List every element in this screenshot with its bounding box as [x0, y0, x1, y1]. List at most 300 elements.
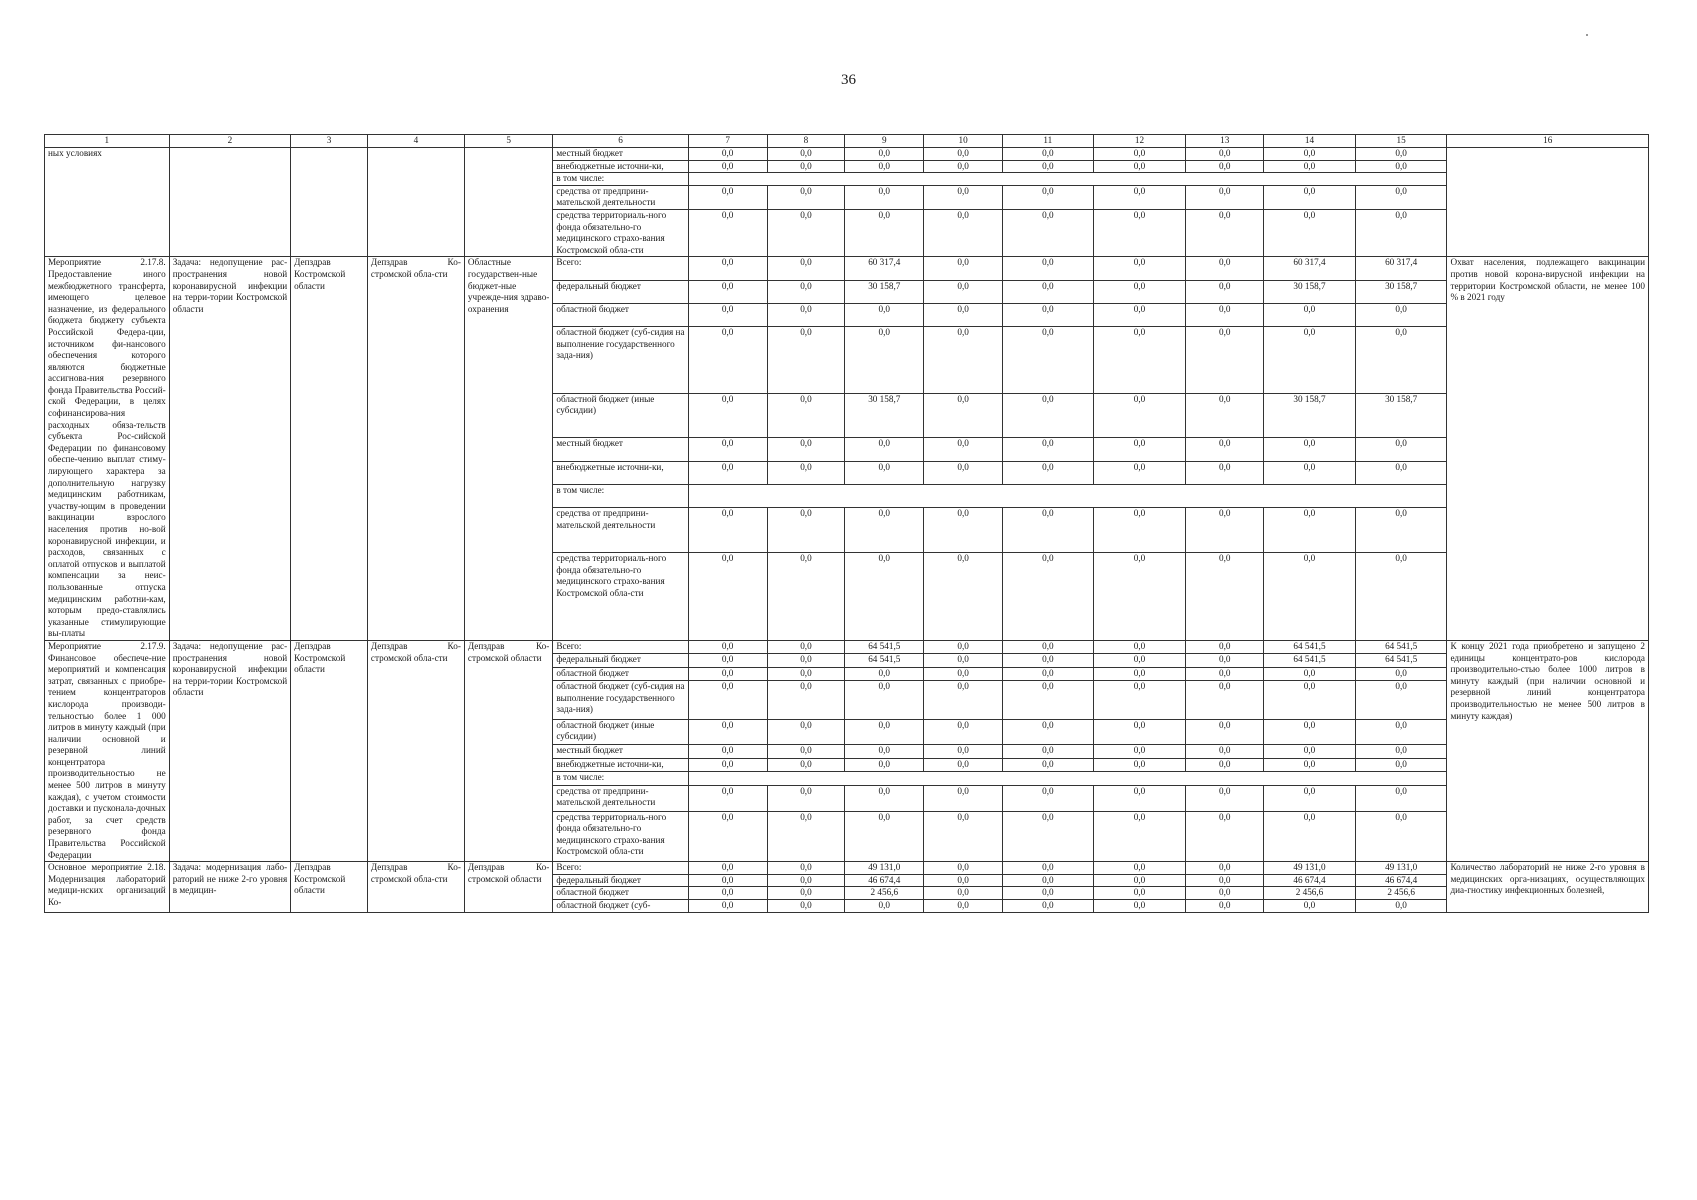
value-cell-col-12: 0,0	[1093, 745, 1186, 758]
value-cell-col-7: 0,0	[688, 257, 767, 280]
value-cell-col-7: 0,0	[688, 811, 767, 862]
value-cell-col-8: 0,0	[767, 508, 845, 553]
value-cell-col-9: 49 131,0	[845, 862, 924, 875]
value-cell-col-10: 0,0	[924, 719, 1003, 745]
value-cell-col-9: 0,0	[845, 667, 924, 680]
value-cell-col-12: 0,0	[1093, 681, 1186, 719]
column-number-12: 12	[1093, 135, 1186, 148]
value-cell-col-11: 0,0	[1003, 303, 1094, 326]
funding-source-cell: федеральный бюджет	[553, 654, 688, 667]
value-cell-col-15: 0,0	[1355, 745, 1447, 758]
value-cell-col-14: 30 158,7	[1264, 393, 1356, 438]
value-cell-col-7: 0,0	[688, 640, 767, 653]
value-cell-col-13: 0,0	[1186, 811, 1264, 862]
block-col2-cell: Задача: недопущение рас-пространения новой коронавирусной инфекции на терри-тории Костромской области	[169, 640, 290, 861]
value-cell-col-12: 0,0	[1093, 209, 1186, 256]
value-cell-col-11: 0,0	[1003, 185, 1094, 209]
value-cell-col-13: 0,0	[1186, 280, 1264, 303]
block-col4-cell	[367, 148, 464, 257]
value-cell-col-8: 0,0	[767, 553, 845, 641]
block-result-cell: Количество лабораторий не ниже 2-го уровня в медицинских орга-низациях, осуществляющих диа-гностику инфекционных болезней,	[1447, 862, 1649, 912]
block-col1-cell: Основное мероприятие 2.18. Модернизация лабораторий медици-нских организаций Ко-	[45, 862, 170, 912]
block-col3-cell: Депздрав Костромской области	[291, 257, 368, 641]
value-cell-col-12: 0,0	[1093, 148, 1186, 161]
value-cell-col-7: 0,0	[688, 874, 767, 887]
value-cell-col-10: 0,0	[924, 785, 1003, 811]
value-cell-col-9: 46 674,4	[845, 874, 924, 887]
column-number-8: 8	[767, 135, 845, 148]
value-cell-col-10: 0,0	[924, 667, 1003, 680]
value-cell-col-14: 0,0	[1264, 508, 1356, 553]
value-cell-col-13: 0,0	[1186, 303, 1264, 326]
value-cell-col-11: 0,0	[1003, 160, 1094, 173]
value-cell-col-12: 0,0	[1093, 508, 1186, 553]
block-col5-cell: Областные государствен-ные бюджет-ные учрежде-ния здраво-охранения	[464, 257, 552, 641]
value-cell-col-15: 60 317,4	[1355, 257, 1447, 280]
value-cell-col-13: 0,0	[1186, 160, 1264, 173]
value-cell-col-10: 0,0	[924, 461, 1003, 484]
value-cell-col-9: 0,0	[845, 438, 924, 461]
funding-source-cell: внебюджетные источни-ки,	[553, 160, 688, 173]
funding-source-cell: федеральный бюджет	[553, 874, 688, 887]
value-cell-col-9: 0,0	[845, 681, 924, 719]
value-cell-col-11: 0,0	[1003, 874, 1094, 887]
value-cell-col-15: 0,0	[1355, 681, 1447, 719]
value-cell-col-7: 0,0	[688, 461, 767, 484]
block-result-cell: К концу 2021 года приобретено и запущено 2 единицы концентрато-ров кислорода производительно-стью более 1000 литров в минуту каждый (при наличии основной и резервной линий концентратора производительностью не менее 500 литров в минуту каждая)	[1447, 640, 1649, 861]
value-cell-col-13: 0,0	[1186, 900, 1264, 913]
block-col1-cell: Мероприятие 2.17.8. Предоставление иного межбюджетного трансферта, имеющего целевое назначение, из федерального бюджета бюджету субъекта Российской Федера-ции, источником фи-нансового обеспечения которого являются бюджетные ассигнова-ния резервного фонда Правительства Россий-ской Федерации, в целях софинансирова-ния расходных обяза-тельств субъекта Рос-сийской Федерации по финансовому обеспе-чению выплат стиму-лирующего характера за дополнительную нагрузку медицинским работникам, участву-ющим в проведении вакцинации взрослого населения против но-вой коронавирусной инфекции, и расходов, связанных с оплатой отпусков и выплатой компенсации за неис-пользованные отпуска медицинским работни-кам, которым предо-ставлялись указанные стимулирующие вы-платы	[45, 257, 170, 641]
value-cell-col-8: 0,0	[767, 327, 845, 393]
block-col1-cell: Мероприятие 2.17.9. Финансовое обеспече-ние мероприятий и компенсация затрат, связанных с приобре-тением концентраторов кислорода производи-тельностью более 1 000 литров в минуту каждый (при наличии основной и резервной линий концентратора производительностью не менее 500 литров в минуту каждая), с учетом стоимости доставки и пусконала-дочных работ, за счет средств резервного фонда Правительства Российской Федерации	[45, 640, 170, 861]
funding-source-cell: областной бюджет (суб-	[553, 900, 688, 913]
value-cell-col-11: 0,0	[1003, 654, 1094, 667]
value-cell-col-7: 0,0	[688, 654, 767, 667]
value-cell-col-8: 0,0	[767, 438, 845, 461]
value-cell-col-15: 0,0	[1355, 758, 1447, 771]
funding-source-cell: Всего:	[553, 862, 688, 875]
value-cell-col-10: 0,0	[924, 148, 1003, 161]
value-cell-col-15: 0,0	[1355, 461, 1447, 484]
value-cell-col-10: 0,0	[924, 160, 1003, 173]
value-cell-col-15: 30 158,7	[1355, 393, 1447, 438]
block-col5-cell: Депздрав Ко-стромской области	[464, 640, 552, 861]
value-cell-col-10: 0,0	[924, 900, 1003, 913]
value-cell-col-12: 0,0	[1093, 900, 1186, 913]
value-cell-col-7: 0,0	[688, 758, 767, 771]
value-cell-col-8: 0,0	[767, 745, 845, 758]
value-cell-col-8: 0,0	[767, 874, 845, 887]
value-cell-col-9: 0,0	[845, 160, 924, 173]
block-col1-cell: ных условиях	[45, 148, 170, 257]
column-number-4: 4	[367, 135, 464, 148]
block-col4-cell: Депздрав Ко-стромской обла-сти	[367, 640, 464, 861]
value-cell-col-9: 0,0	[845, 758, 924, 771]
funding-source-cell: в том числе:	[553, 173, 688, 186]
funding-source-cell: в том числе:	[553, 484, 688, 507]
value-cell-col-7: 0,0	[688, 160, 767, 173]
column-number-7: 7	[688, 135, 767, 148]
value-cell-col-11: 0,0	[1003, 438, 1094, 461]
value-cell-col-13: 0,0	[1186, 667, 1264, 680]
column-number-11: 11	[1003, 135, 1094, 148]
block-col3-cell	[291, 148, 368, 257]
value-cell-col-7: 0,0	[688, 745, 767, 758]
value-cell-col-10: 0,0	[924, 862, 1003, 875]
funding-source-cell: областной бюджет	[553, 303, 688, 326]
value-cell-col-8: 0,0	[767, 719, 845, 745]
funding-source-cell: в том числе:	[553, 772, 688, 785]
value-cell-col-8: 0,0	[767, 654, 845, 667]
value-cell-col-15: 49 131,0	[1355, 862, 1447, 875]
value-cell-col-10: 0,0	[924, 280, 1003, 303]
value-cell-col-7: 0,0	[688, 508, 767, 553]
value-cell-col-10: 0,0	[924, 681, 1003, 719]
value-cell-col-15: 0,0	[1355, 160, 1447, 173]
funding-source-cell: федеральный бюджет	[553, 280, 688, 303]
value-cell-col-12: 0,0	[1093, 393, 1186, 438]
value-cell-col-8: 0,0	[767, 887, 845, 900]
value-cell-col-12: 0,0	[1093, 667, 1186, 680]
value-cell-col-10: 0,0	[924, 209, 1003, 256]
value-cell-col-13: 0,0	[1186, 553, 1264, 641]
value-cell-col-8: 0,0	[767, 461, 845, 484]
value-cell-col-7: 0,0	[688, 719, 767, 745]
value-cell-col-14: 2 456,6	[1264, 887, 1356, 900]
value-cell-col-9: 30 158,7	[845, 280, 924, 303]
value-cell-col-15: 0,0	[1355, 185, 1447, 209]
column-number-9: 9	[845, 135, 924, 148]
value-cell-col-14: 0,0	[1264, 681, 1356, 719]
value-cell-col-11: 0,0	[1003, 508, 1094, 553]
value-cell-col-15: 0,0	[1355, 148, 1447, 161]
value-cell-col-9: 0,0	[845, 185, 924, 209]
value-cell-col-7: 0,0	[688, 900, 767, 913]
value-cell-col-9: 0,0	[845, 900, 924, 913]
value-cell-col-11: 0,0	[1003, 785, 1094, 811]
value-cell-col-10: 0,0	[924, 438, 1003, 461]
value-cell-col-12: 0,0	[1093, 280, 1186, 303]
value-cell-col-12: 0,0	[1093, 438, 1186, 461]
funding-source-cell: средства территориаль-ного фонда обязательно-го медицинского страхо-вания Костромской обла-сти	[553, 553, 688, 641]
value-cell-col-10: 0,0	[924, 327, 1003, 393]
value-cell-col-9: 0,0	[845, 508, 924, 553]
column-number-2: 2	[169, 135, 290, 148]
value-cell-col-12: 0,0	[1093, 185, 1186, 209]
funding-source-cell: областной бюджет	[553, 887, 688, 900]
value-cell-col-12: 0,0	[1093, 719, 1186, 745]
value-cell-col-9: 0,0	[845, 327, 924, 393]
funding-source-cell: средства территориаль-ного фонда обязательно-го медицинского страхо-вания Костромской обла-сти	[553, 209, 688, 256]
value-cell-col-15: 0,0	[1355, 438, 1447, 461]
value-cell-col-11: 0,0	[1003, 681, 1094, 719]
block-col2-cell: Задача: недопущение рас-пространения новой коронавирусной инфекции на терри-тории Костромской области	[169, 257, 290, 641]
funding-source-cell: областной бюджет	[553, 667, 688, 680]
value-cell-col-12: 0,0	[1093, 160, 1186, 173]
value-cell-col-12: 0,0	[1093, 303, 1186, 326]
value-cell-col-9: 0,0	[845, 745, 924, 758]
value-cell-col-13: 0,0	[1186, 681, 1264, 719]
value-cell-col-13: 0,0	[1186, 393, 1264, 438]
value-cell-col-13: 0,0	[1186, 745, 1264, 758]
value-cell-col-13: 0,0	[1186, 438, 1264, 461]
value-cell-col-10: 0,0	[924, 553, 1003, 641]
value-cell-col-7: 0,0	[688, 148, 767, 161]
value-cell-col-12: 0,0	[1093, 654, 1186, 667]
value-cell-col-9: 0,0	[845, 811, 924, 862]
value-cell-col-15: 30 158,7	[1355, 280, 1447, 303]
empty-value-span	[688, 772, 1447, 785]
value-cell-col-15: 0,0	[1355, 785, 1447, 811]
value-cell-col-14: 0,0	[1264, 667, 1356, 680]
block-col5-cell: Депздрав Ко-стромской области	[464, 862, 552, 912]
value-cell-col-13: 0,0	[1186, 185, 1264, 209]
value-cell-col-11: 0,0	[1003, 209, 1094, 256]
value-cell-col-7: 0,0	[688, 667, 767, 680]
value-cell-col-10: 0,0	[924, 745, 1003, 758]
value-cell-col-10: 0,0	[924, 758, 1003, 771]
value-cell-col-15: 0,0	[1355, 811, 1447, 862]
value-cell-col-12: 0,0	[1093, 887, 1186, 900]
value-cell-col-8: 0,0	[767, 393, 845, 438]
value-cell-col-15: 0,0	[1355, 327, 1447, 393]
value-cell-col-8: 0,0	[767, 785, 845, 811]
column-number-row	[45, 135, 1649, 148]
column-number-15: 15	[1355, 135, 1447, 148]
value-cell-col-14: 46 674,4	[1264, 874, 1356, 887]
value-cell-col-11: 0,0	[1003, 280, 1094, 303]
funding-source-cell: средства от предприни-мательской деятельности	[553, 785, 688, 811]
column-number-10: 10	[924, 135, 1003, 148]
value-cell-col-10: 0,0	[924, 508, 1003, 553]
value-cell-col-9: 0,0	[845, 553, 924, 641]
funding-source-cell: средства территориаль-ного фонда обязательно-го медицинского страхо-вания Костромской обла-сти	[553, 811, 688, 862]
value-cell-col-14: 0,0	[1264, 553, 1356, 641]
value-cell-col-9: 2 456,6	[845, 887, 924, 900]
value-cell-col-13: 0,0	[1186, 758, 1264, 771]
table-row	[45, 148, 1649, 161]
value-cell-col-13: 0,0	[1186, 257, 1264, 280]
block-col3-cell: Депздрав Костромской области	[291, 862, 368, 912]
value-cell-col-7: 0,0	[688, 303, 767, 326]
value-cell-col-7: 0,0	[688, 185, 767, 209]
value-cell-col-11: 0,0	[1003, 257, 1094, 280]
column-number-13: 13	[1186, 135, 1264, 148]
value-cell-col-12: 0,0	[1093, 640, 1186, 653]
value-cell-col-9: 0,0	[845, 461, 924, 484]
value-cell-col-10: 0,0	[924, 654, 1003, 667]
value-cell-col-10: 0,0	[924, 393, 1003, 438]
empty-value-span	[688, 173, 1447, 186]
value-cell-col-11: 0,0	[1003, 900, 1094, 913]
value-cell-col-14: 0,0	[1264, 209, 1356, 256]
value-cell-col-12: 0,0	[1093, 862, 1186, 875]
block-col2-cell	[169, 148, 290, 257]
block-col4-cell: Депздрав Ко-стромской обла-сти	[367, 862, 464, 912]
value-cell-col-9: 64 541,5	[845, 640, 924, 653]
value-cell-col-9: 0,0	[845, 148, 924, 161]
value-cell-col-8: 0,0	[767, 758, 845, 771]
value-cell-col-7: 0,0	[688, 327, 767, 393]
value-cell-col-7: 0,0	[688, 393, 767, 438]
block-col4-cell: Депздрав Ко-стромской обла-сти	[367, 257, 464, 641]
funding-source-cell: местный бюджет	[553, 438, 688, 461]
value-cell-col-9: 64 541,5	[845, 654, 924, 667]
value-cell-col-7: 0,0	[688, 438, 767, 461]
column-number-16: 16	[1447, 135, 1649, 148]
value-cell-col-11: 0,0	[1003, 758, 1094, 771]
table-row	[45, 862, 1649, 875]
value-cell-col-7: 0,0	[688, 209, 767, 256]
value-cell-col-13: 0,0	[1186, 654, 1264, 667]
value-cell-col-14: 60 317,4	[1264, 257, 1356, 280]
value-cell-col-12: 0,0	[1093, 553, 1186, 641]
value-cell-col-8: 0,0	[767, 185, 845, 209]
value-cell-col-12: 0,0	[1093, 785, 1186, 811]
block-result-cell: Охват населения, подлежащего вакцинации против новой корона-вирусной инфекции на территории Костромской области, не менее 100 % в 2021 году	[1447, 257, 1649, 641]
value-cell-col-11: 0,0	[1003, 887, 1094, 900]
value-cell-col-15: 2 456,6	[1355, 887, 1447, 900]
value-cell-col-13: 0,0	[1186, 862, 1264, 875]
value-cell-col-14: 49 131,0	[1264, 862, 1356, 875]
funding-source-cell: областной бюджет (иные субсидии)	[553, 393, 688, 438]
value-cell-col-8: 0,0	[767, 303, 845, 326]
value-cell-col-8: 0,0	[767, 640, 845, 653]
funding-source-cell: областной бюджет (иные субсидии)	[553, 719, 688, 745]
value-cell-col-12: 0,0	[1093, 461, 1186, 484]
column-number-14: 14	[1264, 135, 1356, 148]
funding-source-cell: областной бюджет (суб-сидия на выполнение государственного зада-ния)	[553, 327, 688, 393]
value-cell-col-10: 0,0	[924, 185, 1003, 209]
budget-table	[44, 134, 1649, 913]
value-cell-col-15: 0,0	[1355, 508, 1447, 553]
funding-source-cell: внебюджетные источни-ки,	[553, 461, 688, 484]
value-cell-col-8: 0,0	[767, 148, 845, 161]
value-cell-col-11: 0,0	[1003, 862, 1094, 875]
funding-source-cell: Всего:	[553, 257, 688, 280]
value-cell-col-13: 0,0	[1186, 148, 1264, 161]
value-cell-col-10: 0,0	[924, 303, 1003, 326]
value-cell-col-14: 0,0	[1264, 185, 1356, 209]
value-cell-col-14: 0,0	[1264, 461, 1356, 484]
value-cell-col-13: 0,0	[1186, 887, 1264, 900]
value-cell-col-14: 0,0	[1264, 160, 1356, 173]
value-cell-col-11: 0,0	[1003, 719, 1094, 745]
value-cell-col-8: 0,0	[767, 862, 845, 875]
block-col2-cell: Задача: модернизация лабо-раторий не ниже 2-го уровня в медицин-	[169, 862, 290, 912]
value-cell-col-15: 0,0	[1355, 667, 1447, 680]
value-cell-col-14: 0,0	[1264, 303, 1356, 326]
funding-source-cell: внебюджетные источни-ки,	[553, 758, 688, 771]
column-number-6: 6	[553, 135, 688, 148]
value-cell-col-10: 0,0	[924, 640, 1003, 653]
value-cell-col-15: 0,0	[1355, 209, 1447, 256]
value-cell-col-12: 0,0	[1093, 327, 1186, 393]
value-cell-col-8: 0,0	[767, 667, 845, 680]
value-cell-col-15: 0,0	[1355, 303, 1447, 326]
funding-source-cell: средства от предприни-мательской деятельности	[553, 508, 688, 553]
value-cell-col-7: 0,0	[688, 887, 767, 900]
value-cell-col-9: 0,0	[845, 785, 924, 811]
value-cell-col-14: 0,0	[1264, 811, 1356, 862]
value-cell-col-15: 0,0	[1355, 719, 1447, 745]
value-cell-col-13: 0,0	[1186, 508, 1264, 553]
table-row	[45, 640, 1649, 653]
value-cell-col-11: 0,0	[1003, 745, 1094, 758]
scan-speck	[1586, 34, 1588, 36]
value-cell-col-9: 30 158,7	[845, 393, 924, 438]
value-cell-col-7: 0,0	[688, 280, 767, 303]
value-cell-col-11: 0,0	[1003, 327, 1094, 393]
value-cell-col-14: 0,0	[1264, 900, 1356, 913]
value-cell-col-12: 0,0	[1093, 257, 1186, 280]
value-cell-col-10: 0,0	[924, 811, 1003, 862]
value-cell-col-10: 0,0	[924, 257, 1003, 280]
funding-source-cell: местный бюджет	[553, 148, 688, 161]
value-cell-col-13: 0,0	[1186, 640, 1264, 653]
funding-source-cell: средства от предприни-мательской деятельности	[553, 185, 688, 209]
value-cell-col-14: 64 541,5	[1264, 654, 1356, 667]
value-cell-col-9: 60 317,4	[845, 257, 924, 280]
value-cell-col-11: 0,0	[1003, 148, 1094, 161]
value-cell-col-14: 0,0	[1264, 438, 1356, 461]
value-cell-col-11: 0,0	[1003, 640, 1094, 653]
value-cell-col-13: 0,0	[1186, 785, 1264, 811]
value-cell-col-11: 0,0	[1003, 461, 1094, 484]
value-cell-col-10: 0,0	[924, 887, 1003, 900]
value-cell-col-15: 64 541,5	[1355, 654, 1447, 667]
value-cell-col-14: 64 541,5	[1264, 640, 1356, 653]
value-cell-col-7: 0,0	[688, 785, 767, 811]
value-cell-col-12: 0,0	[1093, 874, 1186, 887]
value-cell-col-11: 0,0	[1003, 393, 1094, 438]
table-row	[45, 257, 1649, 280]
value-cell-col-8: 0,0	[767, 160, 845, 173]
block-col3-cell: Депздрав Костромской области	[291, 640, 368, 861]
value-cell-col-8: 0,0	[767, 209, 845, 256]
value-cell-col-12: 0,0	[1093, 811, 1186, 862]
value-cell-col-15: 0,0	[1355, 900, 1447, 913]
value-cell-col-10: 0,0	[924, 874, 1003, 887]
value-cell-col-9: 0,0	[845, 303, 924, 326]
page-number: 36	[841, 72, 856, 88]
value-cell-col-9: 0,0	[845, 209, 924, 256]
value-cell-col-8: 0,0	[767, 280, 845, 303]
value-cell-col-15: 0,0	[1355, 553, 1447, 641]
value-cell-col-13: 0,0	[1186, 719, 1264, 745]
value-cell-col-7: 0,0	[688, 862, 767, 875]
value-cell-col-11: 0,0	[1003, 811, 1094, 862]
column-number-3: 3	[291, 135, 368, 148]
value-cell-col-8: 0,0	[767, 681, 845, 719]
block-result-cell	[1447, 148, 1649, 257]
value-cell-col-14: 0,0	[1264, 785, 1356, 811]
column-number-1: 1	[45, 135, 170, 148]
value-cell-col-7: 0,0	[688, 553, 767, 641]
value-cell-col-11: 0,0	[1003, 553, 1094, 641]
value-cell-col-13: 0,0	[1186, 461, 1264, 484]
funding-source-cell: Всего:	[553, 640, 688, 653]
value-cell-col-8: 0,0	[767, 811, 845, 862]
value-cell-col-15: 46 674,4	[1355, 874, 1447, 887]
value-cell-col-15: 64 541,5	[1355, 640, 1447, 653]
value-cell-col-13: 0,0	[1186, 327, 1264, 393]
value-cell-col-14: 0,0	[1264, 719, 1356, 745]
value-cell-col-8: 0,0	[767, 900, 845, 913]
value-cell-col-14: 0,0	[1264, 148, 1356, 161]
empty-value-span	[688, 484, 1447, 507]
value-cell-col-13: 0,0	[1186, 874, 1264, 887]
